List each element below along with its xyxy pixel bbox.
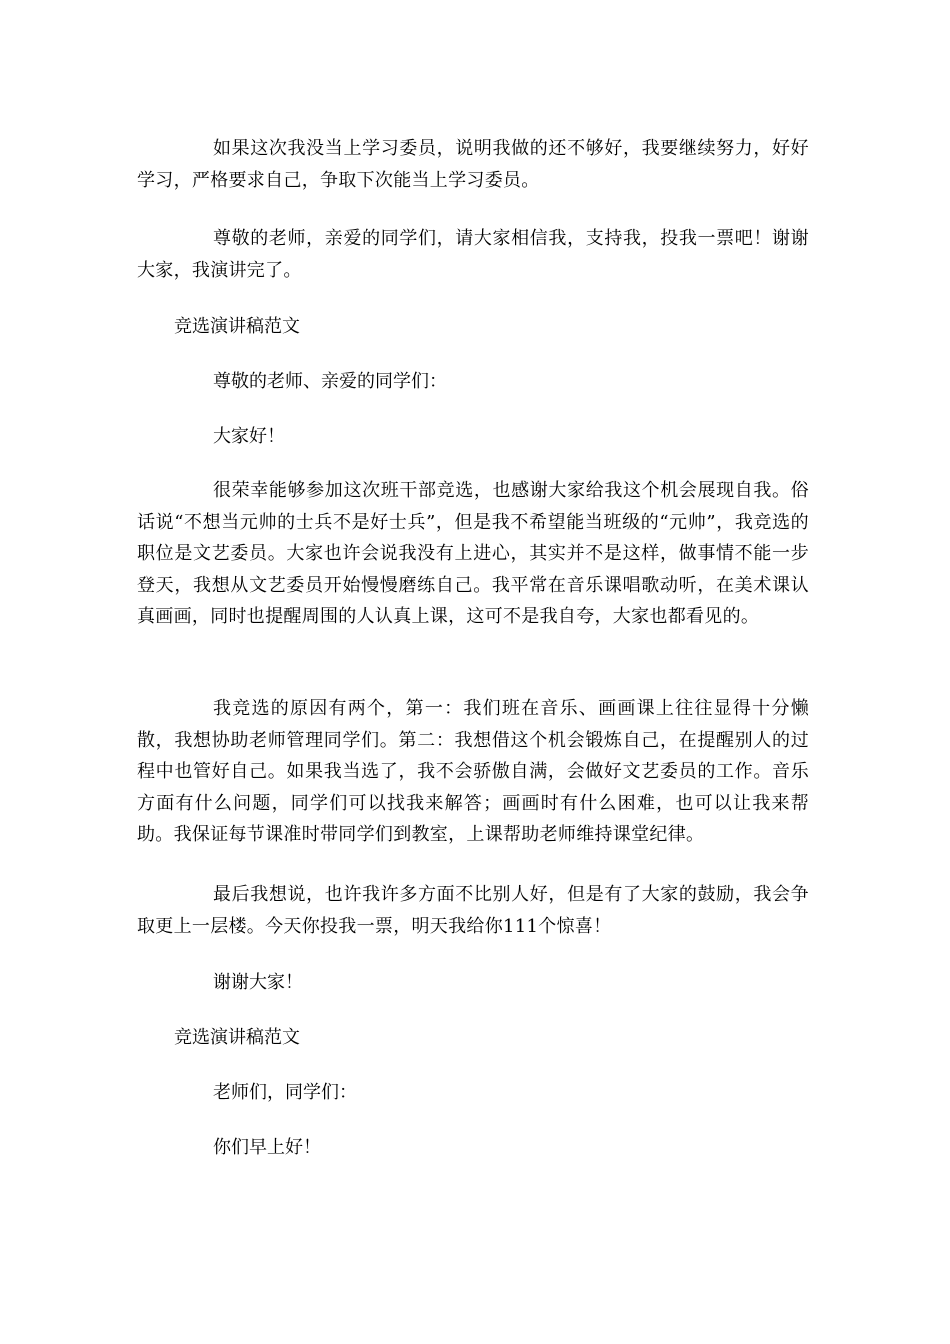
paragraph-study-committee: 如果这次我没当上学习委员，说明我做的还不够好，我要继续努力，好好学习，严格要求自己，争取下次能当上学习委员。 (137, 138, 809, 191)
section-heading-1: 竞选演讲稿范文 (174, 316, 300, 337)
hello-1: 大家好！ (213, 426, 285, 447)
paragraph-art-committee: 很荣幸能够参加这次班干部竞选，也感谢大家给我这个机会展现自我。俗话说“不想当元帅的士兵不是好士兵”，但是我不希望能当班级的“元帅”，我竞选的职位是文艺委员。大家也许会说我没有上进心，其实并不是这样，做事情不能一步登天，我想从文艺委员开始慢慢磨练自己。我平常在音乐课唱歌动听，在美术课认真画画，同时也提醒周围的人认真上课，这可不是我自夸，大家也都看见的。 (137, 480, 809, 627)
thanks-line: 谢谢大家！ (213, 972, 303, 993)
paragraph-vote-request: 尊敬的老师，亲爱的同学们，请大家相信我，支持我，投我一票吧！谢谢大家，我演讲完了。 (137, 228, 809, 281)
section-heading-2: 竞选演讲稿范文 (174, 1027, 300, 1048)
greeting-1: 尊敬的老师、亲爱的同学们： (213, 371, 447, 392)
paragraph-reasons: 我竞选的原因有两个，第一：我们班在音乐、画画课上往往显得十分懒散，我想协助老师管理同学们。第二：我想借这个机会锻炼自己，在提醒别人的过程中也管好自己。如果我当选了，我不会骄傲自满，会做好文艺委员的工作。音乐方面有什么问题，同学们可以找我来解答；画画时有什么困难，也可以让我来帮助。我保证每节课准时带同学们到教室，上课帮助老师维持课堂纪律。 (137, 698, 809, 845)
hello-2: 你们早上好！ (213, 1137, 321, 1158)
greeting-2: 老师们，同学们： (213, 1082, 357, 1103)
paragraph-closing: 最后我想说，也许我许多方面不比别人好，但是有了大家的鼓励，我会争取更上一层楼。今天你投我一票，明天我给你111个惊喜！ (137, 884, 809, 937)
